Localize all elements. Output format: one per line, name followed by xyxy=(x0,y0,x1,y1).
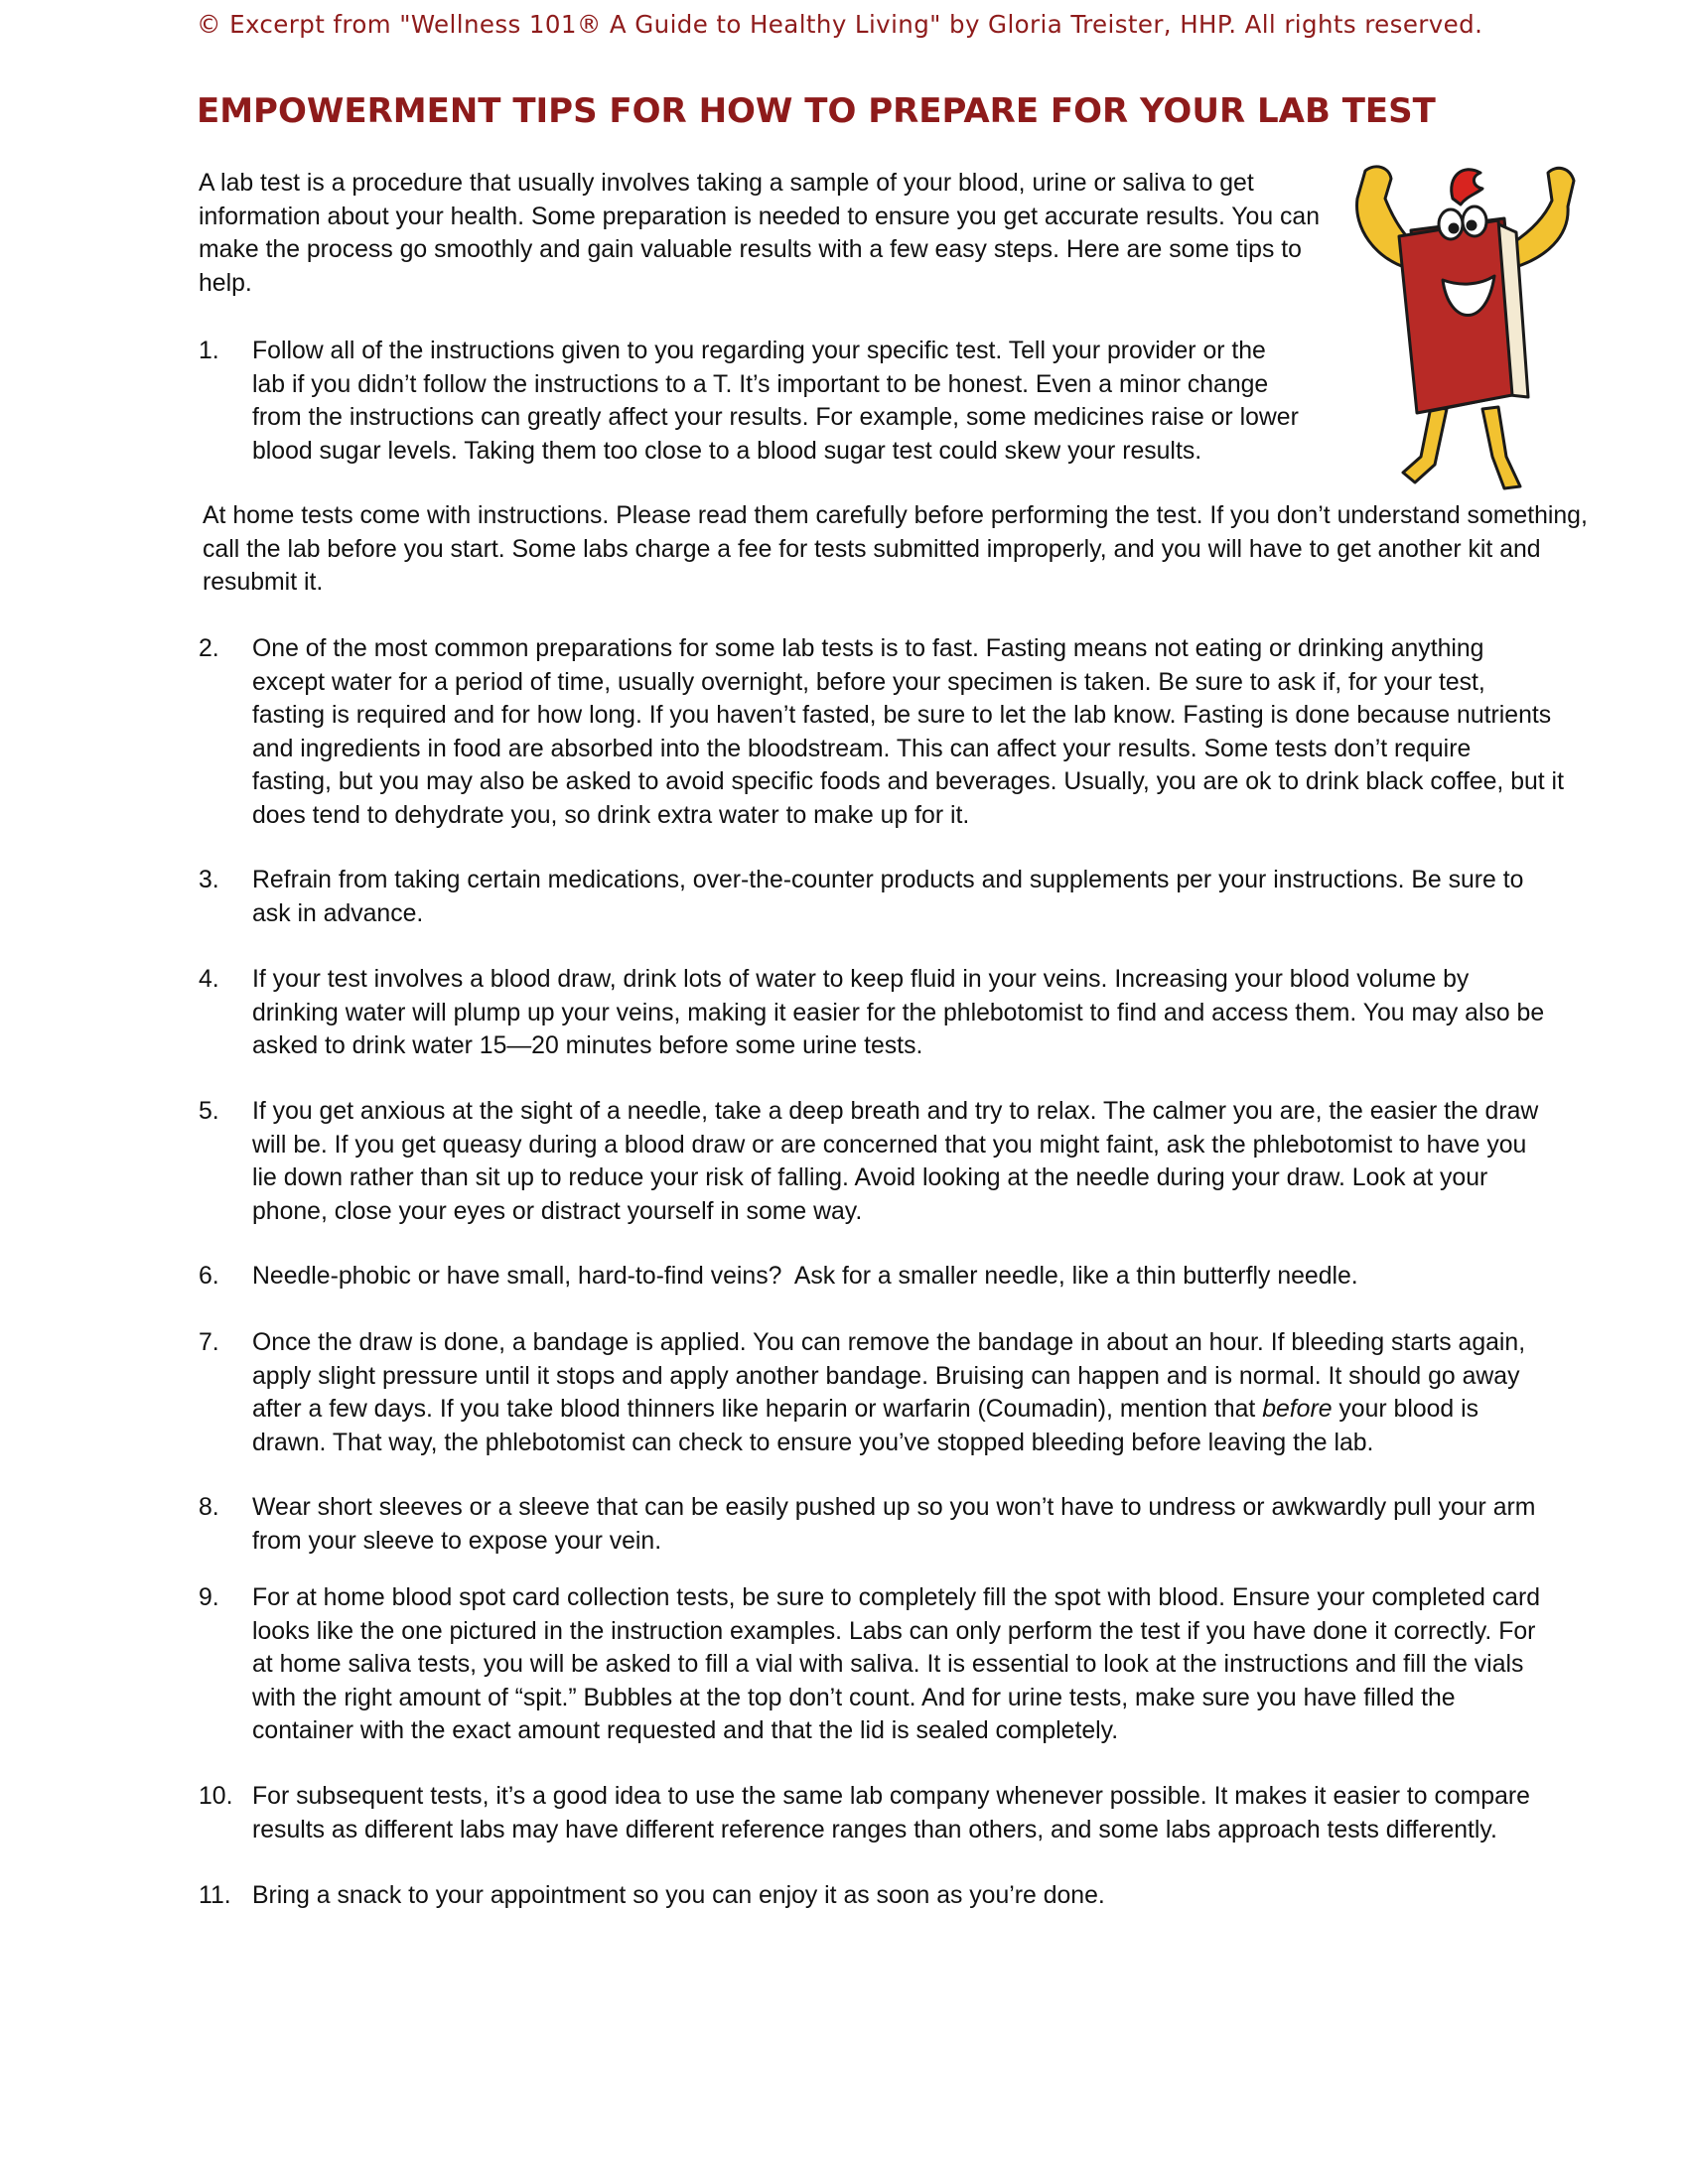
tip-line: will be. If you get queasy during a blood draw or are concerned that you might faint, ask the phlebotomist to have you xyxy=(252,1131,1527,1159)
tip-line: at home saliva tests, you will be asked to fill a vial with saliva. It is essential to look at the instructions and fill the vials xyxy=(252,1651,1524,1678)
tip-number: 2. xyxy=(199,635,219,662)
tip-number: 3. xyxy=(199,867,219,893)
tip-line: asked to drink water 15—20 minutes before some urine tests. xyxy=(252,1032,923,1059)
at-home-note: At home tests come with instructions. Please read them carefully before performing the test. If you don’t understand something, call the lab before you start. Some labs charge a fee for tests submitted improperly, and you will have to get another kit and resubmit it. xyxy=(203,502,1588,596)
tip-line: container with the exact amount requested and that the lid is sealed completely. xyxy=(252,1717,1119,1744)
tip-line: results as different labs may have different reference ranges than others, and some labs approach tests differently. xyxy=(252,1816,1497,1843)
copyright-notice: © Excerpt from "Wellness 101® A Guide to Healthy Living" by Gloria Treister, HHP. All rights reserved. xyxy=(197,10,1483,39)
tip-line: drawn. That way, the phlebotomist can check to ensure you’ve stopped bleeding before leaving the lab. xyxy=(252,1429,1374,1456)
intro-paragraph: A lab test is a procedure that usually involves taking a sample of your blood, urine or saliva to get information about your health. Some preparation is needed to ensure you get accurate results. You can make the process go smoothly and gain valuable results with a few easy steps. Here are some tips to help. xyxy=(199,170,1320,297)
tip-line: from your sleeve to expose your vein. xyxy=(252,1527,662,1555)
tip-line: fasting, but you may also be asked to avoid specific foods and beverages. Usually, you are ok to drink black coffee, but it xyxy=(252,768,1564,795)
tip-line: lab if you didn’t follow the instructions to a T. It’s important to be honest. Even a minor change xyxy=(252,370,1269,398)
tip-number: 8. xyxy=(199,1494,219,1521)
tip-number: 1. xyxy=(199,338,219,364)
tip-line: For at home blood spot card collection tests, be sure to completely fill the spot with blood. Ensure your completed card xyxy=(252,1584,1540,1611)
tip-line: after a few days. If you take blood thinners like heparin or warfarin (Coumadin), mention that before your blood is xyxy=(252,1396,1479,1423)
page-title: EMPOWERMENT TIPS FOR HOW TO PREPARE FOR YOUR LAB TEST xyxy=(197,91,1436,131)
tip-line: Follow all of the instructions given to you regarding your specific test. Tell your provider or the xyxy=(252,338,1266,364)
tip-line: except water for a period of time, usually overnight, before your specimen is taken. Be sure to ask if, for your test, xyxy=(252,668,1485,696)
tip-line: If your test involves a blood draw, drink lots of water to keep fluid in your veins. Increasing your blood volume by xyxy=(252,966,1470,993)
tip-number: 10. xyxy=(199,1783,233,1810)
tip-line: One of the most common preparations for some lab tests is to fast. Fasting means not eating or drinking anything xyxy=(252,635,1484,662)
tip-number: 6. xyxy=(199,1263,219,1290)
tip-line: looks like the one pictured in the instruction examples. Labs can only perform the test if you have done it correctly. For xyxy=(252,1617,1536,1645)
tip-line: with the right amount of “spit.” Bubbles at the top don’t count. And for urine tests, make sure you have filled the xyxy=(252,1684,1456,1711)
flexing-book-mascot-icon xyxy=(1336,159,1604,501)
tip-line: drinking water will plump up your veins, making it easier for the phlebotomist to find and access them. You may also be xyxy=(252,999,1545,1026)
tip-line: and ingredients in food are absorbed into the bloodstream. This can affect your results. Some tests don’t require xyxy=(252,735,1472,762)
tip-number: 11. xyxy=(199,1882,231,1909)
tip-line: For subsequent tests, it’s a good idea to use the same lab company whenever possible. It makes it easier to compare xyxy=(252,1783,1530,1810)
tip-number: 4. xyxy=(199,966,219,993)
tip-line: fasting is required and for how long. If you haven’t fasted, be sure to let the lab know. Fasting is done because nutrients xyxy=(252,702,1552,729)
tip-line: Refrain from taking certain medications, over-the-counter products and supplements per your instructions. Be sure to xyxy=(252,867,1524,893)
tip-number: 5. xyxy=(199,1098,219,1125)
tip-line: lie down rather than sit up to reduce your risk of falling. Avoid looking at the needle during your draw. Look at your xyxy=(252,1164,1488,1191)
tip-line: ask in advance. xyxy=(252,899,424,927)
tip-line: Needle-phobic or have small, hard-to-find veins? Ask for a smaller needle, like a thin butterfly needle. xyxy=(252,1263,1358,1290)
tip-line: apply slight pressure until it stops and apply another bandage. Bruising can happen and is normal. It should go away xyxy=(252,1362,1520,1390)
tip-line: from the instructions can greatly affect your results. For example, some medicines raise or lower xyxy=(252,404,1299,431)
tip-line: If you get anxious at the sight of a needle, take a deep breath and try to relax. The calmer you are, the easier the draw xyxy=(252,1098,1539,1125)
tip-line: blood sugar levels. Taking them too close to a blood sugar test could skew your results. xyxy=(252,437,1202,465)
emphasis-before: before xyxy=(1262,1396,1333,1423)
tip-line: Wear short sleeves or a sleeve that can be easily pushed up so you won’t have to undress or awkwardly pull your arm xyxy=(252,1494,1536,1521)
tip-line: Bring a snack to your appointment so you can enjoy it as soon as you’re done. xyxy=(252,1882,1105,1909)
tip-number: 7. xyxy=(199,1329,219,1356)
tip-number: 9. xyxy=(199,1584,219,1611)
tip-line: phone, close your eyes or distract yourself in some way. xyxy=(252,1197,863,1225)
tip-line: Once the draw is done, a bandage is applied. You can remove the bandage in about an hour. If bleeding starts again, xyxy=(252,1329,1526,1356)
tip-line: does tend to dehydrate you, so drink extra water to make up for it. xyxy=(252,801,970,829)
